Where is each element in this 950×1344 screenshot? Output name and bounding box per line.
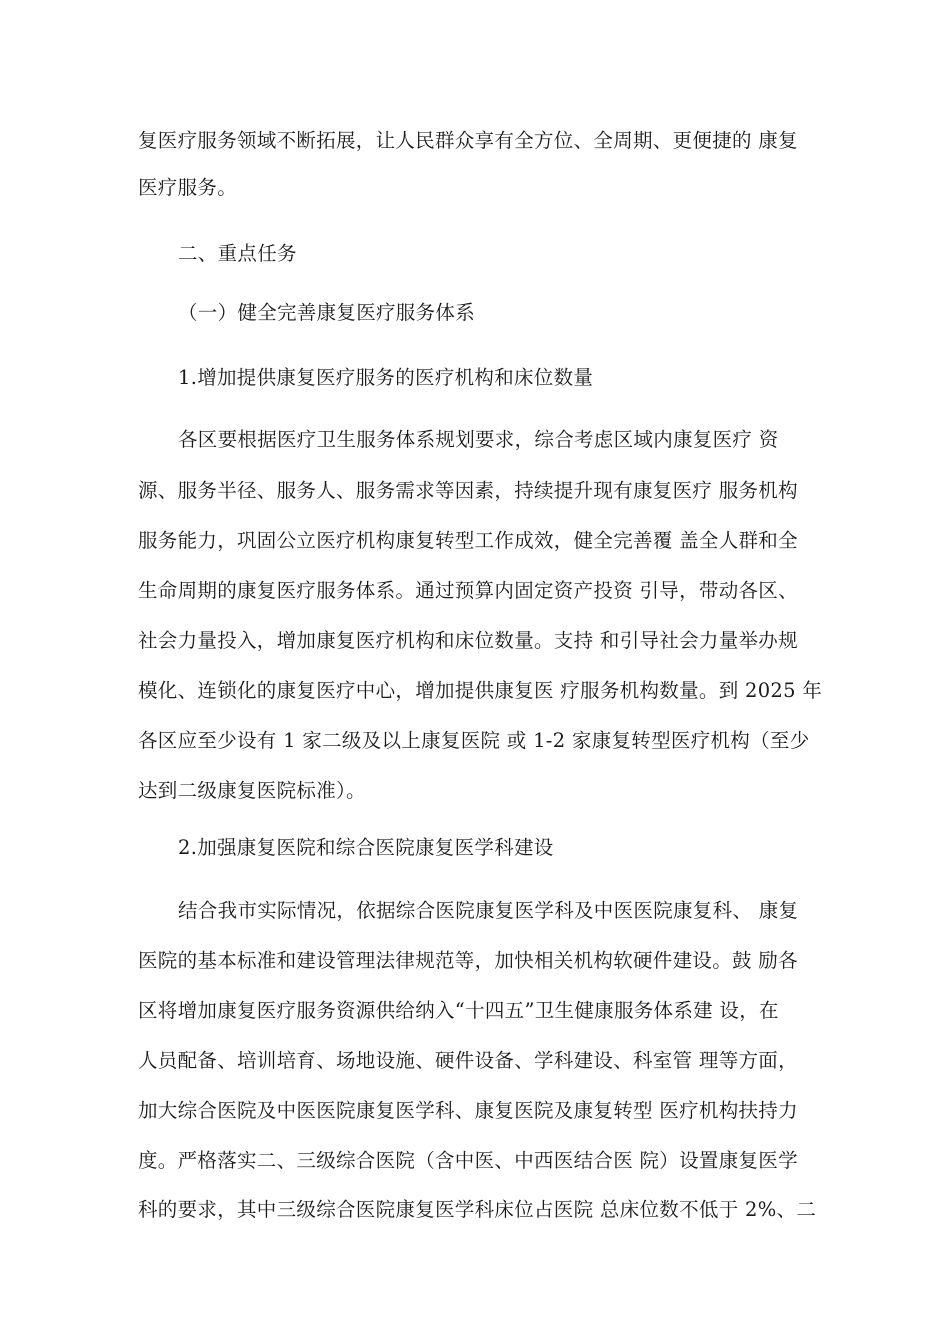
paragraph-line: 服务能力，巩固公立医疗机构康复转型工作成效，健全完善覆 盖全人群和全 — [138, 529, 798, 552]
paragraph-line: 达到二级康复医院标准）。 — [138, 779, 366, 802]
paragraph-line: 科的要求，其中三级综合医院康复医学科床位占医院 总床位数不低于 2%、二 — [138, 1198, 817, 1221]
paragraph-line: 度。严格落实二、三级综合医院（含中医、中西医结合医 院）设置康复医学 — [138, 1149, 798, 1172]
paragraph-line: 生命周期的康复医疗服务体系。通过预算内固定资产投资 引导，带动各区、 — [138, 579, 798, 602]
paragraph-line: 医院的基本标准和建设管理法律规范等，加快相关机构软硬件建设。鼓 励各 — [138, 949, 798, 972]
paragraph-line: 各区应至少设有 1 家二级及以上康复医院 或 1-2 家康复转型医疗机构（至少 — [138, 729, 810, 752]
paragraph-line: 社会力量投入，增加康复医疗机构和床位数量。支持 和引导社会力量举办规 — [138, 629, 798, 652]
paragraph-line: 加大综合医院及中医医院康复医学科、康复医院及康复转型 医疗机构扶持力 — [138, 1099, 798, 1122]
paragraph-line: 各区要根据医疗卫生服务体系规划要求，综合考虑区域内康复医疗 资 — [178, 428, 779, 451]
item-heading: 1.增加提供康复医疗服务的医疗机构和床位数量 — [178, 366, 594, 389]
subsection-heading: （一）健全完善康复医疗服务体系 — [178, 301, 476, 324]
paragraph-line: 医疗服务。 — [138, 176, 238, 199]
paragraph-line: 人员配备、培训培育、场地设施、硬件设备、学科建设、科室管 理等方面， — [138, 1049, 798, 1072]
item-heading: 2.加强康复医院和综合医院康复医学科建设 — [178, 836, 554, 859]
paragraph-line: 结合我市实际情况，依据综合医院康复医学科及中医医院康复科、 康复 — [178, 899, 799, 922]
section-heading: 二、重点任务 — [178, 242, 297, 265]
paragraph-line: 区将增加康复医疗服务资源供给纳入“十四五”卫生健康服务体系建 设，在 — [138, 999, 779, 1022]
paragraph-line: 源、服务半径、服务人、服务需求等因素，持续提升现有康复医疗 服务机构 — [138, 479, 798, 502]
paragraph-line: 复医疗服务领域不断拓展，让人民群众享有全方位、全周期、更便捷的 康复 — [138, 129, 798, 152]
paragraph-line: 模化、连锁化的康复医疗中心，增加提供康复医 疗服务机构数量。到 2025 年 — [138, 679, 823, 702]
